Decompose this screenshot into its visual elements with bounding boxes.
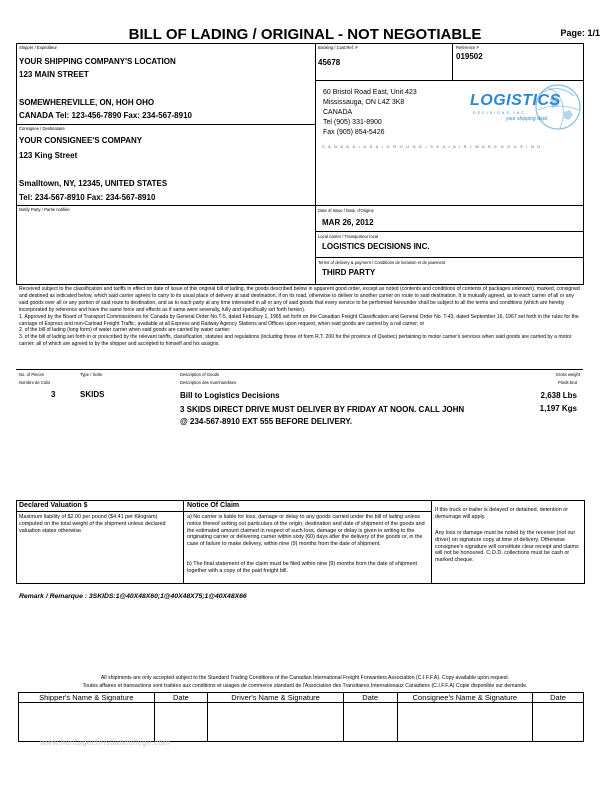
description-header-fr: Description des marchandises	[180, 380, 237, 385]
consignee-address-line2: Smalltown, NY, 12345, UNITED STATES	[19, 179, 168, 188]
logo-tagline: DECISIONS INC.	[473, 111, 529, 115]
section-divider	[315, 257, 583, 258]
local-carrier-label: Local carrier / Transporteur local	[318, 234, 379, 239]
section-divider	[16, 205, 316, 206]
valuation-text: Maximum liability of $2.00 per pound ($4.41 per Kilogram) computed on the total weight of the shipment unless declared valuation states otherwise.	[19, 514, 166, 534]
valuation-title: Declared Valuation $	[19, 502, 88, 509]
shipper-address-line1: 123 MAIN STREET	[19, 70, 89, 79]
header-underline	[16, 511, 432, 512]
description-header: Description of Goods	[180, 372, 220, 377]
consignee-label: Consignee / Destinataire	[19, 126, 65, 131]
booking-value: 45678	[318, 58, 341, 67]
column-divider	[183, 500, 184, 583]
terms-item-2: 2. of the bill of lading (long form) of water carrier when said goods are carried by water carrier;	[19, 327, 231, 334]
booking-reference-divider	[452, 43, 453, 80]
date-header: Date	[154, 693, 208, 703]
shipper-signature-header: Shipper's Name & Signature	[19, 693, 155, 703]
conditions-delay: If this truck or trailer is delayed or detained, detention or demurrage will apply.	[435, 507, 569, 520]
watermark: www.heritagechristiancollege.com	[40, 738, 171, 747]
consignee-name: YOUR CONSIGNEE'S COMPANY	[19, 136, 143, 145]
document-title: BILL OF LADING / ORIGINAL - NOT NEGOTIABLE	[128, 26, 482, 43]
consignee-signature-field[interactable]	[397, 703, 533, 742]
remark: Remark / Remarque : 3SKIDS:1@40X48X60;1@40X48X75;1@40X48X66	[19, 593, 247, 600]
footer-french: Toutes affaires et transactions sont traitées aux conditions et usages de commerce standard de l'Association des Transitaires Internationaux Canadiens (C.I.F.F.A) Copie disponible sur demande.	[82, 683, 528, 689]
section-divider	[16, 124, 316, 125]
consignee-signature-header: Consignee's Name & Signature	[397, 693, 533, 703]
goods-type: SKIDS	[80, 390, 105, 399]
terms-intro: Received subject to the classification and tariffs in effect on date of issue of this original bill of lading, the goods described below in apparent good order, except as noted (contents and conditions of contents of packages unknown), marked, consigned and destined as indicated below, which said carrier agrees to carry to its usual place of delivery at said destination, if on its road, otherwise to deliver to another carrier on route to said destination. It is mutually agreed, as to each carrier of all or any said goods over all or any portion of said route to destination, and as to each party at any time interested in all or any of said goods that every service to be performed hereunder shall be subject to all the terms and conditions (which are hereby incorporated by reference and have the same force and effects as if same were severally, fully and specifically set forth herein).	[19, 286, 580, 313]
weight-header: Gross weight	[555, 372, 580, 377]
date-header: Date	[533, 693, 584, 703]
booking-label: Booking / Cust.Ref. #	[318, 45, 358, 50]
consignee-date-field[interactable]	[533, 703, 584, 742]
consignee-address-line1: 123 King Street	[19, 151, 78, 160]
logo-slogan: your shipping dept.	[506, 116, 549, 122]
claim-text-b: b) The final statement of the claim must be filed within nine (9) months from the date of shipment together with a copy of the paid freight bill.	[187, 561, 418, 574]
delivery-terms-label: Terms of delivery & payment / Conditions de livraison et de paiement	[318, 260, 446, 265]
issue-date-label: Date of Issue / Date, d'Origine	[318, 208, 374, 213]
date-header: Date	[343, 693, 397, 703]
driver-signature-header: Driver's Name & Signature	[208, 693, 344, 703]
carrier-address-line3: CANADA	[323, 109, 353, 116]
logo-name: LOGISTICS	[470, 92, 561, 109]
conditions-damage: Any loss or damage must be noted by the receiver (not our driver) on signature copy at time of delivery. Otherwise consignee's signature will constitute clear receipt and claims will not be honoured. C.O.D. collections must be cash or marked cheque.	[435, 530, 579, 564]
issue-date-value: MAR 26, 2012	[322, 218, 374, 227]
section-divider	[16, 369, 583, 370]
section-divider	[315, 205, 583, 206]
company-logo	[470, 80, 582, 140]
claim-text-a: a) No carrier is liable for loss, damage or delay to any goods carried under the bill of lading unless notice thereof setting out particulars of the origin, destination and date of shipment of the goods and the estimated amount claimed in respect of such loss, damage or delay is given in writing to the originating carrier or delivering carrier within sixty (60) days after the delivery of the goods or, in the case of failure to make delivery, within nine (9) months from the date of shipment.	[187, 514, 425, 548]
footer-english: All shipments are only accepted subject to the Standard Trading Conditions of the Canadian International Freight Forwarders Association (C.I.F.F.A). Copy available upon request.	[100, 675, 510, 681]
terms-item-1: 1. Approved by the Board of Transport Commissioners for Canada by General Order No.T-5, dated February 1, 1965 set forth on the Canadian Freight Classification and General Order No. T-43, dated September 16, 1967 set forth in the rules for the carriage of Express and non-Carload Freight Traffic, available at all Express and Railway Agency Stations and Offices upon request, when said goods are carried by a rail carrier; or	[19, 313, 579, 327]
globe-icon	[470, 80, 582, 140]
local-carrier-value: LOGISTICS DECISIONS INC.	[322, 242, 430, 251]
pieces-header-fr: Nombre de Colis	[19, 380, 51, 385]
type-header: Type / Sorte	[80, 372, 103, 377]
carrier-fax: Fax (905) 854-5426	[323, 129, 385, 136]
carrier-phone: Tel (905) 331-8900	[323, 119, 382, 126]
goods-pieces: 3	[51, 390, 56, 399]
notify-party-label: Notify Party / Partie notifiée	[19, 207, 70, 212]
shipper-signature-field[interactable]	[19, 703, 155, 742]
consignee-address-line3: Tel: 234-567-8910 Fax: 234-567-8910	[19, 193, 156, 202]
weight-header-fr: Poids brut	[558, 380, 577, 385]
delivery-terms-value: THIRD PARTY	[322, 268, 376, 277]
services-strip: C A N A D A • U S A • G R O U N D • S E A • A I R • W A R E H O U S I N G	[322, 144, 542, 149]
shipper-label: Shipper / Expéditeur	[19, 45, 57, 50]
goods-weight-kgs: 1,197 Kgs	[539, 404, 577, 413]
terms-item-3: 3. of the bill of lading set forth in or prescribed by the relevant tariffs, classification, statutes and regulations (including those of form R.T. 200 for the province of Quebec) pertaining to motor carrier's services when said goods are carried by a motor carrier; all of which are agreed to by the shipper and accepted to himself and his assigns.	[19, 334, 572, 348]
column-divider	[431, 500, 432, 583]
reference-value: 019502	[456, 52, 483, 61]
signature-table	[18, 692, 584, 742]
shipper-address-line2: SOMEWHEREVILLE, ON, HOH OHO	[19, 98, 155, 107]
shipper-name: YOUR SHIPPING COMPANY'S LOCATION	[19, 57, 176, 66]
section-divider	[315, 231, 583, 232]
terms-and-conditions	[19, 286, 581, 348]
driver-signature-field[interactable]	[208, 703, 344, 742]
shipper-address-line3: CANADA Tel: 123-456-7890 Fax: 234-567-8910	[19, 111, 192, 120]
pieces-header: No. of Pieces	[19, 372, 44, 377]
goods-weight-lbs: 2,638 Lbs	[540, 391, 577, 400]
driver-date-field[interactable]	[343, 703, 397, 742]
goods-description-line1: Bill to Logistics Decisions	[180, 391, 280, 400]
carrier-address-line1: 60 Bristol Road East, Unit 423	[323, 89, 417, 96]
goods-description-line3: @ 234-567-8910 EXT 555 BEFORE DELIVERY.	[180, 417, 353, 426]
goods-description-line2: 3 SKIDS DIRECT DRIVE MUST DELIVER BY FRIDAY AT NOON. CALL JOHN	[180, 405, 465, 414]
carrier-address-line2: Mississauga, ON L4Z 3K8	[323, 99, 405, 106]
claim-title: Notice Of Claim	[187, 502, 240, 509]
shipper-date-field[interactable]	[154, 703, 208, 742]
page-number: Page: 1/1	[560, 28, 600, 38]
reference-label: Reference #	[456, 45, 479, 50]
